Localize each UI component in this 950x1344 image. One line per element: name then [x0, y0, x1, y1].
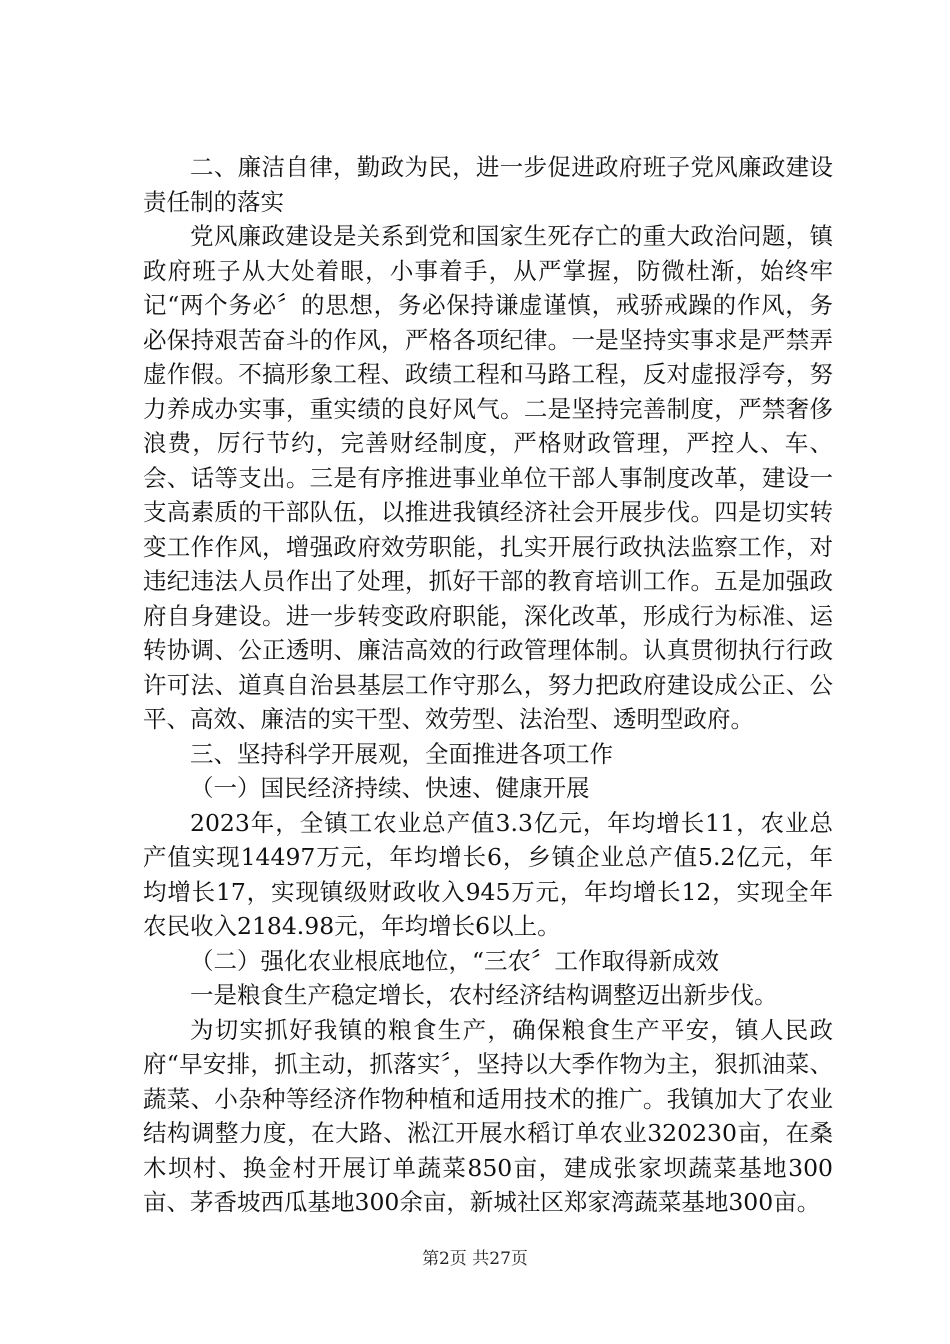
subsection-heading-one: （一）国民经济持续、快速、健康开展	[190, 774, 590, 802]
paragraph-grain-detail: 为切实抓好我镇的粮食生产，确保粮食生产平安，镇人民政府“早安排，抓主动，抓落实〞，坚持以大季作物为主，狠抓油菜、蔬菜、小杂种等经济作物种植和适用技术的推广。我镇加大了农业结构调整力度，在大路、淞江开展水稻订单农业320230亩，在桑木坝村、换金村开展订单蔬菜850亩，建成张家坝蔬菜基地300亩、茅香坡西瓜基地300余亩，新城社区郑家湾蔬菜基地300亩。	[143, 1015, 833, 1216]
section-heading-two: 二、廉洁自律，勤政为民，进一步促进政府班子党风廉政建设责任制的落实	[143, 153, 833, 216]
subsection-heading-two: （二）强化农业根底地位，“三农〞工作取得新成效	[190, 946, 720, 975]
paragraph-economy-stats: 2023年，全镇工农业总产值3.3亿元，年均增长11，农业总产值实现14497万元，年均增长6，乡镇企业总产值5.2亿元，年均增长17，实现镇级财政收入945万元，年均增长12，实现全年农民收入2184.98元，年均增长6以上。	[143, 808, 833, 940]
paragraph-grain-summary: 一是粮食生产稳定增长，农村经济结构调整迈出新步伐。	[190, 981, 778, 1009]
page-number-footer: 第2页 共27页	[422, 1249, 528, 1269]
document-body	[143, 150, 833, 1220]
paragraph-party-conduct: 党风廉政建设是关系到党和国家生死存亡的重大政治问题，镇政府班子从大处着眼，小事着手，从严掌握，防微杜渐，始终牢记“两个务必〞的思想，务必保持谦虚谨慎，戒骄戒躁的作风，务必保持艰苦奋斗的作风，严格各项纪律。一是坚持实事求是严禁弄虚作假。不搞形象工程、政绩工程和马路工程，反对虚报浮夸，努力养成办实事，重实绩的良好风气。二是坚持完善制度，严禁奢侈浪费，厉行节约，完善财经制度，严格财政管理，严控人、车、会、话等支出。三是有序推进事业单位干部人事制度改革，建设一支高素质的干部队伍，以推进我镇经济社会开展步伐。四是切实转变工作作风，增强政府效劳职能，扎实开展行政执法监察工作，对违纪违法人员作出了处理，抓好干部的教育培训工作。五是加强政府自身建设。进一步转变政府职能，深化改革，形成行为标准、运转协调、公正透明、廉洁高效的行政管理体制。认真贯彻执行行政许可法、道真自治县基层工作守那么，努力把政府建设成公正、公平、高效、廉洁的实干型、效劳型、法治型、透明型政府。	[143, 222, 833, 733]
section-heading-three: 三、坚持科学开展观，全面推进各项工作	[190, 739, 613, 768]
